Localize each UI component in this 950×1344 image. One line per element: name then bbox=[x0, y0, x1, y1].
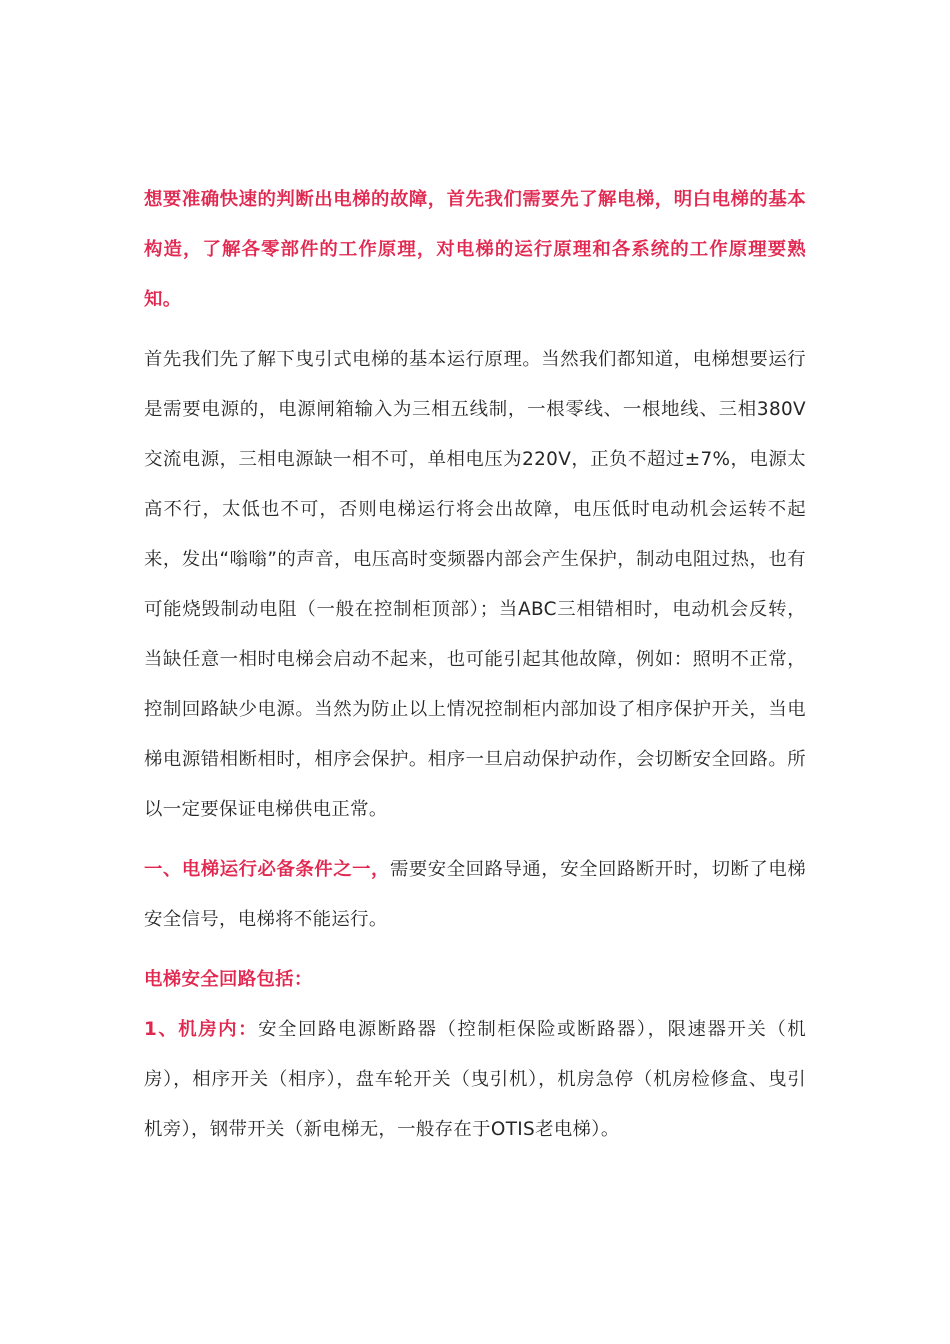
condition-one-label: 一、电梯运行必备条件之一， bbox=[144, 859, 390, 880]
intro-paragraph: 想要准确快速的判断出电梯的故障，首先我们需要先了解电梯，明白电梯的基本构造，了解各零部件的工作原理，对电梯的运行原理和各系统的工作原理要熟知。 bbox=[144, 189, 806, 310]
condition-one-paragraph bbox=[144, 845, 806, 945]
principle-paragraph: 首先我们先了解下曳引式电梯的基本运行原理。当然我们都知道，电梯想要运行是需要电源的，电源闸箱输入为三相五线制，一根零线、一根地线、三相380V交流电源，三相电源缺一相不可，单相电压为220V，正负不超过±7%，电源太高不行，太低也不可，否则电梯运行将会出故障，电压低时电动机会运转不起来，发出“嗡嗡”的声音，电压高时变频器内部会产生保护，制动电阻过热，也有可能烧毁制动电阻（一般在控制柜顶部）；当ABC三相错相时，电动机会反转，当缺任意一相时电梯会启动不起来，也可能引起其他故障，例如：照明不正常，控制回路缺少电源。当然为防止以上情况控制柜内部加设了相序保护开关，当电梯电源错相断相时，相序会保护。相序一旦启动保护动作，会切断安全回路。所以一定要保证电梯供电正常。 bbox=[144, 349, 806, 820]
machine-room-text: 安全回路电源断路器（控制柜保险或断路器），限速器开关（机房），相序开关（相序），盘车轮开关（曳引机），机房急停（机房检修盒、曳引机旁），钢带开关（新电梯无，一般存在于OTIS老电梯）。 bbox=[144, 1019, 806, 1140]
document-page bbox=[144, 175, 806, 1155]
safety-circuit-heading: 电梯安全回路包括： bbox=[144, 969, 313, 990]
condition-one-text: 需要安全回路导通，安全回路断开时，切断了电梯安全信号，电梯将不能运行。 bbox=[144, 859, 806, 930]
machine-room-label: 1、机房内： bbox=[144, 1019, 259, 1040]
machine-room-paragraph bbox=[144, 1005, 806, 1155]
